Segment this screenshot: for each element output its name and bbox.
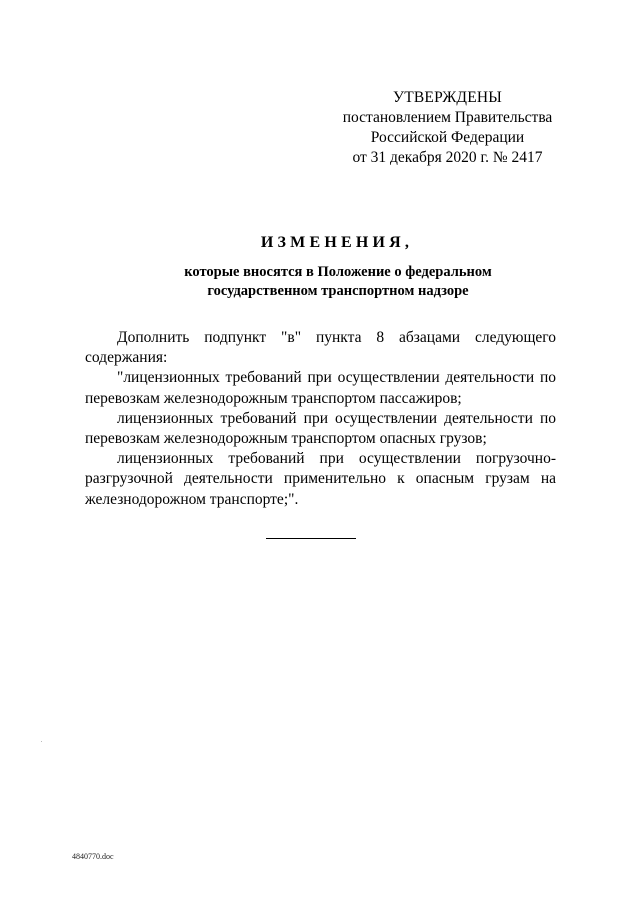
- document-title-block: [0, 233, 640, 301]
- document-subtitle: [36, 263, 640, 301]
- subtitle-line-1: которые вносятся в Положение о федеральном: [184, 264, 492, 280]
- subtitle-line-2: государственном транспортном надзоре: [207, 283, 469, 299]
- body-paragraph: "лицензионных требований при осуществлении деятельности по перевозкам железнодорожным транспортом пассажиров;: [85, 369, 556, 407]
- margin-mark: [41, 741, 42, 742]
- body-paragraph: лицензионных требований при осуществлении погрузочно-разгрузочной деятельности применительно к опасным грузам на железнодорожном транспорте;".: [85, 450, 556, 508]
- approval-line-1: постановлением Правительства: [342, 109, 553, 126]
- body-paragraph: Дополнить подпункт "в" пункта 8 абзацами следующего содержания:: [85, 329, 556, 367]
- approval-line-2: Российской Федерации: [370, 129, 525, 146]
- file-reference: 4840770.doc: [72, 852, 114, 861]
- body-paragraph: лицензионных требований при осуществлении деятельности по перевозкам железнодорожным транспортом опасных грузов;: [85, 409, 556, 448]
- approval-line-3: от 31 декабря 2020 г. № 2417: [352, 149, 543, 166]
- document-title: ИЗМЕНЕНИЯ,: [260, 234, 414, 251]
- end-divider-line: [266, 538, 356, 539]
- document-body: [85, 328, 556, 510]
- approval-stamp: [330, 88, 565, 168]
- approved-heading: УТВЕРЖДЕНЫ: [393, 89, 502, 106]
